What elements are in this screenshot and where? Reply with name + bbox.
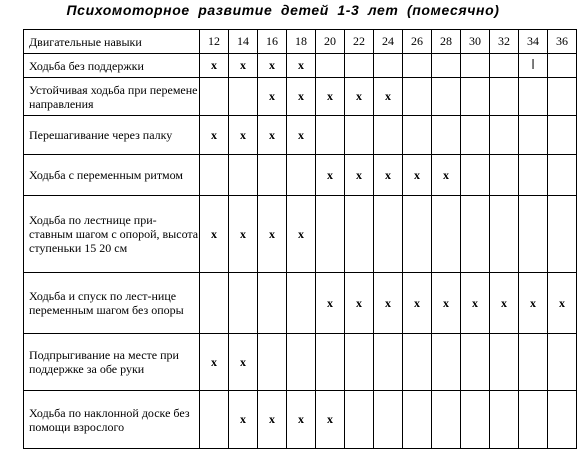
empty-cell-14: [229, 78, 258, 116]
empty-cell-24: [374, 391, 403, 449]
empty-cell-34: [519, 54, 548, 78]
table-row: [24, 78, 577, 116]
empty-cell-26: [403, 54, 432, 78]
mark-cell-12: x: [200, 54, 229, 78]
empty-cell-26: [403, 196, 432, 273]
empty-cell-20: [316, 196, 345, 273]
empty-cell-24: [374, 116, 403, 155]
month-header-14: 14: [229, 30, 258, 54]
table-row: [24, 155, 577, 196]
mark-cell-24: x: [374, 78, 403, 116]
mark-cell-18: x: [287, 78, 316, 116]
month-header-20: 20: [316, 30, 345, 54]
empty-cell-28: [432, 78, 461, 116]
empty-cell-36: [548, 78, 577, 116]
empty-cell-30: [461, 78, 490, 116]
skill-label: Ходьба и спуск по лест-нице переменным шагом без опоры: [24, 273, 200, 334]
skill-label: Перешагивание через палку: [24, 116, 200, 155]
mark-cell-18: x: [287, 116, 316, 155]
empty-cell-26: [403, 391, 432, 449]
mark-cell-20: x: [316, 273, 345, 334]
text-cursor-icon: I: [531, 58, 535, 73]
skill-label: Ходьба с переменным ритмом: [24, 155, 200, 196]
empty-cell-34: [519, 155, 548, 196]
empty-cell-36: [548, 196, 577, 273]
empty-cell-32: [490, 116, 519, 155]
empty-cell-28: [432, 54, 461, 78]
empty-cell-26: [403, 334, 432, 391]
empty-cell-12: [200, 391, 229, 449]
mark-cell-12: x: [200, 334, 229, 391]
mark-cell-16: x: [258, 391, 287, 449]
empty-cell-22: [345, 54, 374, 78]
empty-cell-30: [461, 116, 490, 155]
empty-cell-12: [200, 155, 229, 196]
empty-cell-16: [258, 273, 287, 334]
empty-cell-36: [548, 116, 577, 155]
month-header-24: 24: [374, 30, 403, 54]
empty-cell-20: [316, 54, 345, 78]
empty-cell-36: [548, 334, 577, 391]
mark-cell-14: x: [229, 54, 258, 78]
table-row: [24, 116, 577, 155]
mark-cell-26: x: [403, 273, 432, 334]
empty-cell-22: [345, 391, 374, 449]
month-header-16: 16: [258, 30, 287, 54]
empty-cell-18: [287, 273, 316, 334]
month-header-18: 18: [287, 30, 316, 54]
month-header-36: 36: [548, 30, 577, 54]
mark-cell-32: x: [490, 273, 519, 334]
mark-cell-16: x: [258, 196, 287, 273]
empty-cell-24: [374, 196, 403, 273]
mark-cell-28: x: [432, 155, 461, 196]
mark-cell-34: x: [519, 273, 548, 334]
empty-cell-22: [345, 334, 374, 391]
empty-cell-14: [229, 155, 258, 196]
month-header-30: 30: [461, 30, 490, 54]
month-header-32: 32: [490, 30, 519, 54]
empty-cell-24: [374, 334, 403, 391]
skill-label: Ходьба без поддержки: [24, 54, 200, 78]
mark-cell-12: x: [200, 196, 229, 273]
month-header-22: 22: [345, 30, 374, 54]
month-header-26: 26: [403, 30, 432, 54]
mark-cell-28: x: [432, 273, 461, 334]
empty-cell-26: [403, 116, 432, 155]
empty-cell-30: [461, 334, 490, 391]
empty-cell-18: [287, 155, 316, 196]
empty-cell-26: [403, 78, 432, 116]
mark-cell-20: x: [316, 155, 345, 196]
empty-cell-32: [490, 196, 519, 273]
empty-cell-22: [345, 116, 374, 155]
empty-cell-18: [287, 334, 316, 391]
table-row: [24, 391, 577, 449]
empty-cell-16: [258, 155, 287, 196]
table-row: [24, 273, 577, 334]
empty-cell-16: [258, 334, 287, 391]
empty-cell-34: [519, 116, 548, 155]
empty-cell-32: [490, 78, 519, 116]
mark-cell-24: x: [374, 155, 403, 196]
empty-cell-28: [432, 334, 461, 391]
mark-cell-18: x: [287, 54, 316, 78]
mark-cell-22: x: [345, 155, 374, 196]
empty-cell-32: [490, 155, 519, 196]
empty-cell-30: [461, 54, 490, 78]
mark-cell-16: x: [258, 78, 287, 116]
skill-label: Ходьба по лестнице при-ставным шагом с опорой, высота ступеньки 15 20 см: [24, 196, 200, 273]
mark-cell-22: x: [345, 78, 374, 116]
mark-cell-14: x: [229, 196, 258, 273]
mark-cell-14: x: [229, 116, 258, 155]
mark-cell-18: x: [287, 196, 316, 273]
skill-label: Подпрыгивание на месте при поддержке за обе руки: [24, 334, 200, 391]
empty-cell-28: [432, 196, 461, 273]
empty-cell-34: [519, 334, 548, 391]
mark-cell-16: x: [258, 54, 287, 78]
mark-cell-22: x: [345, 273, 374, 334]
skill-label: Устойчивая ходьба при перемене направления: [24, 78, 200, 116]
mark-cell-16: x: [258, 116, 287, 155]
empty-cell-30: [461, 155, 490, 196]
empty-cell-34: [519, 78, 548, 116]
table-row: [24, 334, 577, 391]
month-header-34: 34: [519, 30, 548, 54]
mark-cell-14: x: [229, 334, 258, 391]
empty-cell-36: [548, 391, 577, 449]
empty-cell-12: [200, 273, 229, 334]
document-title: Психомоторное развитие детей 1-3 лет (помесячно): [66, 2, 500, 18]
mark-cell-12: x: [200, 116, 229, 155]
mark-cell-18: x: [287, 391, 316, 449]
empty-cell-22: [345, 196, 374, 273]
mark-cell-30: x: [461, 273, 490, 334]
empty-cell-34: [519, 391, 548, 449]
empty-cell-36: [548, 54, 577, 78]
table-row: [24, 54, 577, 78]
empty-cell-30: [461, 391, 490, 449]
mark-cell-20: x: [316, 78, 345, 116]
empty-cell-20: [316, 334, 345, 391]
mark-cell-14: x: [229, 391, 258, 449]
header-skills-label: Двигательные навыки: [24, 30, 200, 54]
empty-cell-32: [490, 54, 519, 78]
empty-cell-28: [432, 116, 461, 155]
empty-cell-32: [490, 334, 519, 391]
mark-cell-26: x: [403, 155, 432, 196]
empty-cell-20: [316, 116, 345, 155]
empty-cell-34: [519, 196, 548, 273]
empty-cell-14: [229, 273, 258, 334]
table-header-row: [24, 30, 577, 54]
empty-cell-24: [374, 54, 403, 78]
mark-cell-24: x: [374, 273, 403, 334]
empty-cell-30: [461, 196, 490, 273]
motor-skills-table: [23, 29, 577, 449]
mark-cell-20: x: [316, 391, 345, 449]
month-header-12: 12: [200, 30, 229, 54]
skill-label: Ходьба по наклонной доске без помощи взрослого: [24, 391, 200, 449]
empty-cell-36: [548, 155, 577, 196]
table-row: [24, 196, 577, 273]
month-header-28: 28: [432, 30, 461, 54]
mark-cell-36: x: [548, 273, 577, 334]
empty-cell-12: [200, 78, 229, 116]
empty-cell-28: [432, 391, 461, 449]
empty-cell-32: [490, 391, 519, 449]
